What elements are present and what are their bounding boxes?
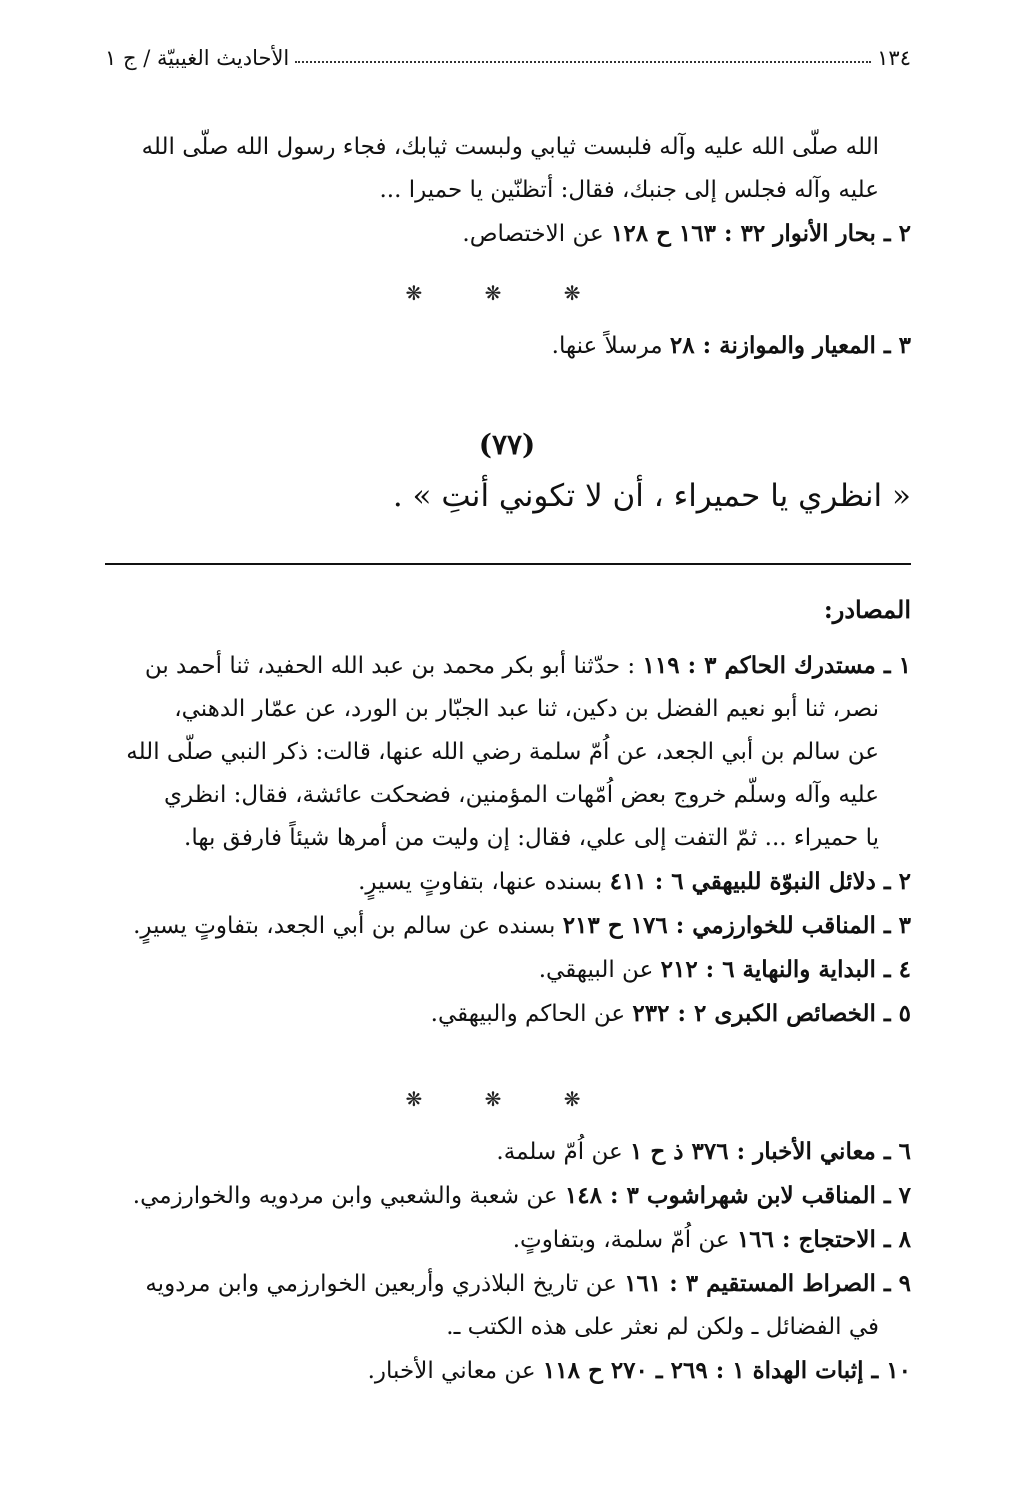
- source-reference: ٦ ـ معاني الأخبار : ٣٧٦ ذ ح ١: [630, 1138, 911, 1165]
- page-number: ١٣٤: [877, 46, 911, 70]
- source-item: [105, 860, 911, 904]
- source-item: [105, 1218, 911, 1262]
- source-continuation: عليه وآله وسلّم خروج بعض اُمّهات المؤمنين، فضحكت عائشة، فقال: انظري: [164, 782, 879, 808]
- source-note: عن اُمّ سلمة، وبتفاوتٍ.: [512, 1227, 737, 1253]
- source-note: عن شعبة والشعبي وابن مردويه والخوارزمي.: [132, 1183, 565, 1209]
- source-item: [105, 904, 911, 948]
- source-note: عن الاختصاص.: [462, 221, 611, 247]
- source-reference: ٧ ـ المناقب لابن شهراشوب ٣ : ١٤٨: [564, 1182, 911, 1209]
- section-divider-stars: ❋ ❋ ❋: [405, 281, 609, 305]
- source-item: [105, 948, 911, 992]
- source-item: [105, 1174, 911, 1218]
- dotted-leader: [295, 61, 871, 63]
- source-note: بسنده عنها، بتفاوتٍ يسيرٍ.: [358, 869, 610, 895]
- sources-list: [105, 644, 911, 1036]
- source-continuation: في الفضائل ـ ولكن لم نعثر على هذه الكتب ـ.: [446, 1314, 879, 1340]
- source-item: [105, 1262, 911, 1306]
- source-reference: ٢ ـ دلائل النبوّة للبيهقي ٦ : ٤١١: [609, 868, 911, 895]
- continuation-line: عليه وآله فجلس إلى جنبك، فقال: أتظنّين يا حميرا ...: [379, 177, 879, 203]
- source-continuation: نصر، ثنا أبو نعيم الفضل بن دكين، ثنا عبد الجبّار بن الورد، عن عمّار الدهني،: [174, 696, 879, 722]
- hadith-text: « انظري يا حميراء ، أن لا تكوني أنتِ » .: [392, 478, 911, 514]
- section-divider-stars: ❋ ❋ ❋: [405, 1087, 609, 1111]
- source-item: [105, 992, 911, 1036]
- source-item: [105, 324, 911, 368]
- source-note: بسنده عن سالم بن أبي الجعد، بتفاوتٍ يسيرٍ.: [133, 913, 563, 939]
- previous-hadith-continuation: [105, 126, 911, 256]
- running-title: الأحاديث الغيبيّة / ج ١: [105, 46, 290, 70]
- source-continuation: يا حميراء ... ثمّ التفت إلى علي، فقال: إن وليت من أمرها شيئاً فارفق بها.: [184, 825, 879, 851]
- source-note: : حدّثنا أبو بكر محمد بن عبد الله الحفيد، ثنا أحمد بن: [144, 653, 643, 679]
- source-item: [105, 1130, 911, 1174]
- source-note: عن الحاكم والبيهقي.: [430, 1001, 633, 1027]
- source-reference: ٣ ـ المعيار والموازنة : ٢٨: [669, 332, 911, 359]
- source-note: عن معاني الأخبار.: [367, 1358, 543, 1384]
- source-reference: ١٠ ـ إثبات الهداة ١ : ٢٦٩ ـ ٢٧٠ ح ١١٨: [542, 1357, 911, 1384]
- source-note: عن تاريخ البلاذري وأربعين الخوارزمي وابن مردويه: [145, 1271, 625, 1297]
- source-reference: ٢ ـ بحار الأنوار ٣٢ : ١٦٣ ح ١٢٨: [610, 220, 911, 247]
- source-note: مرسلاً عنها.: [551, 333, 670, 359]
- continuation-line: الله صلّى الله عليه وآله فلبست ثيابي ولبست ثيابك، فجاء رسول الله صلّى الله: [141, 134, 879, 160]
- hadith-number: (٧٧): [478, 428, 536, 461]
- sources-heading: المصادر:: [823, 595, 911, 624]
- source-note: عن اُمّ سلمة.: [496, 1139, 631, 1165]
- source-item: [105, 1349, 911, 1393]
- source-reference: ٩ ـ الصراط المستقيم ٣ : ١٦١: [624, 1270, 911, 1297]
- source-reference: ٨ ـ الاحتجاج : ١٦٦: [736, 1226, 911, 1253]
- source-item: [105, 212, 911, 256]
- source-reference: ٤ ـ البداية والنهاية ٦ : ٢١٢: [660, 956, 911, 983]
- horizontal-rule: [105, 563, 911, 565]
- source-continuation: عن سالم بن أبي الجعد، عن اُمّ سلمة رضي الله عنها، قالت: ذكر النبي صلّى الله: [126, 739, 879, 765]
- source-item: [105, 644, 911, 688]
- sources-list-continued: [105, 1130, 911, 1393]
- source-note: عن البيهقي.: [538, 957, 661, 983]
- source-reference: ١ ـ مستدرك الحاكم ٣ : ١١٩: [642, 652, 911, 679]
- source-reference: ٥ ـ الخصائص الكبرى ٢ : ٢٣٢: [632, 1000, 911, 1027]
- page-header: [105, 46, 911, 70]
- source-reference: ٣ ـ المناقب للخوارزمي : ١٧٦ ح ٢١٣: [562, 912, 911, 939]
